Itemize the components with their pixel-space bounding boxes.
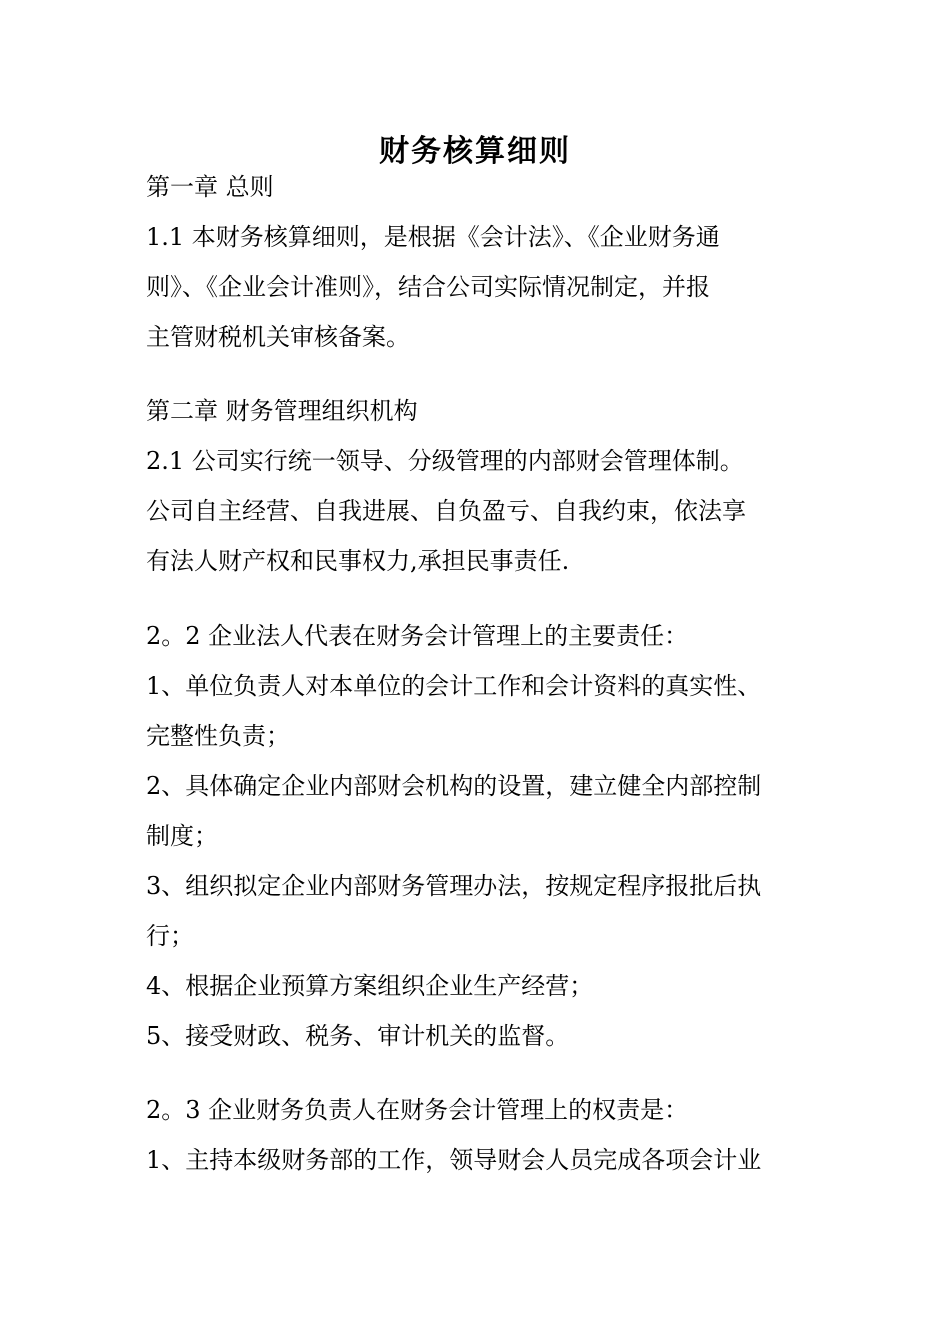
list-item: 1、单位负责人对本单位的会计工作和会计资料的真实性、	[146, 672, 762, 700]
paragraph-line: 则》、《企业会计准则》，结合公司实际情况制定，并报	[146, 273, 710, 301]
paragraph-line: 1.1 本财务核算细则，是根据《会计法》、《企业财务通	[146, 223, 720, 251]
paragraph-line: 主管财税机关审核备案。	[146, 323, 410, 351]
paragraph-line: 2.1 公司实行统一领导、分级管理的内部财会管理体制。	[146, 447, 744, 475]
section-heading-2-2: 2。2 企业法人代表在财务会计管理上的主要责任：	[146, 622, 689, 650]
section-heading-2-3: 2。3 企业财务负责人在财务会计管理上的权责是：	[146, 1096, 689, 1124]
paragraph-line: 有法人财产权和民事权力,承担民事责任.	[146, 547, 570, 575]
list-item-continuation: 完整性负责；	[146, 722, 290, 750]
list-item: 5、接受财政、税务、审计机关的监督。	[146, 1022, 570, 1050]
list-item-continuation: 行；	[146, 922, 194, 950]
list-item: 4、根据企业预算方案组织企业生产经营；	[146, 972, 594, 1000]
chapter-heading-2: 第二章 财务管理组织机构	[146, 397, 418, 425]
list-item: 1、主持本级财务部的工作，领导财会人员完成各项会计业	[146, 1146, 762, 1174]
chapter-heading-1: 第一章 总则	[146, 173, 274, 201]
paragraph-line: 公司自主经营、自我进展、自负盈亏、自我约束，依法享	[146, 497, 746, 525]
list-item: 3、组织拟定企业内部财务管理办法，按规定程序报批后执	[146, 872, 762, 900]
list-item-continuation: 制度；	[146, 822, 218, 850]
document-title: 财务核算细则	[379, 134, 571, 169]
list-item: 2、具体确定企业内部财会机构的设置，建立健全内部控制	[146, 772, 762, 800]
